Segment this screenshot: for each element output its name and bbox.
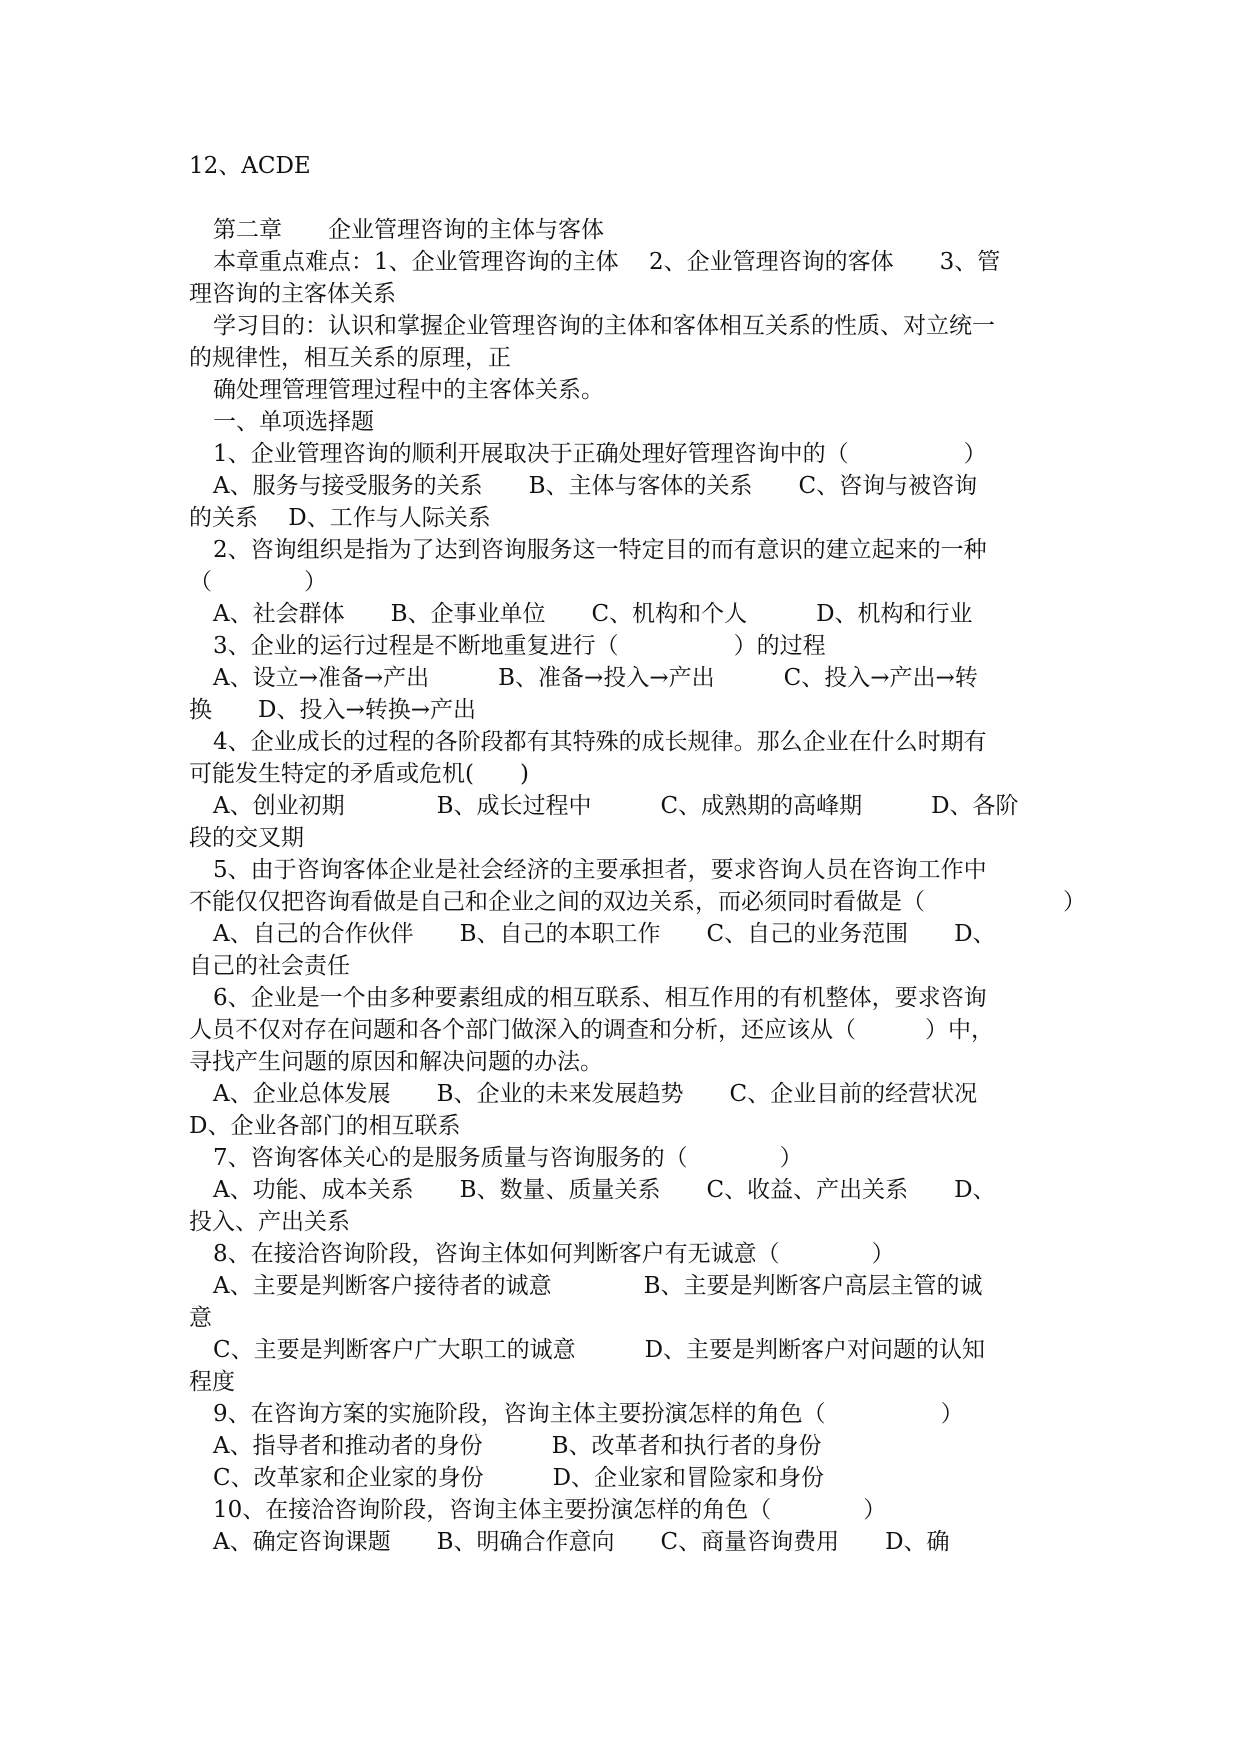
- option-line: C、改革家和企业家的身份 D、企业家和冒险家和身份: [213, 1465, 825, 1491]
- text-line: 本章重点难点：1、企业管理咨询的主体 2、企业管理咨询的客体 3、管: [213, 249, 1001, 275]
- option-line: 段的交叉期: [189, 825, 304, 851]
- question-line: （ ）: [189, 569, 327, 595]
- text-line: 学习目的：认识和掌握企业管理咨询的主体和客体相互关系的性质、对立统一: [213, 313, 995, 339]
- option-line: A、设立→准备→产出 B、准备→投入→产出 C、投入→产出→转: [213, 665, 978, 691]
- option-line: A、服务与接受服务的关系 B、主体与客体的关系 C、咨询与被咨询: [213, 473, 978, 499]
- question-line: 5、由于咨询客体企业是社会经济的主要承担者，要求咨询人员在咨询工作中: [213, 857, 987, 883]
- text-line: 的规律性，相互关系的原理，正: [189, 345, 511, 371]
- option-line: D、企业各部门的相互联系: [189, 1113, 461, 1139]
- chapter-title: 第二章 企业管理咨询的主体与客体: [213, 217, 604, 243]
- question-line: 人员不仅对存在问题和各个部门做深入的调查和分析，还应该从（ ）中，: [189, 1017, 994, 1043]
- section-heading: 一、单项选择题: [213, 409, 374, 435]
- option-line: A、创业初期 B、成长过程中 C、成熟期的高峰期 D、各阶: [213, 793, 1019, 819]
- option-line: 投入、产出关系: [189, 1209, 350, 1235]
- option-line: A、企业总体发展 B、企业的未来发展趋势 C、企业目前的经营状况: [213, 1081, 978, 1107]
- option-line: A、确定咨询课题 B、明确合作意向 C、商量咨询费用 D、确: [213, 1529, 950, 1555]
- option-line: A、社会群体 B、企事业单位 C、机构和个人 D、机构和行业: [213, 601, 973, 627]
- option-line: A、功能、成本关系 B、数量、质量关系 C、收益、产出关系 D、: [213, 1177, 996, 1203]
- question-line: 可能发生特定的矛盾或危机( ): [189, 761, 529, 787]
- question-line: 1、企业管理咨询的顺利开展取决于正确处理好管理咨询中的（ ）: [213, 441, 987, 467]
- option-line: 自己的社会责任: [189, 953, 350, 979]
- option-line: 意: [189, 1305, 212, 1331]
- question-line: 9、在咨询方案的实施阶段，咨询主体主要扮演怎样的角色（ ）: [213, 1401, 964, 1427]
- text-line: 理咨询的主客体关系: [189, 281, 396, 307]
- text-line: 确处理管理管理过程中的主客体关系。: [213, 377, 604, 403]
- text-line-answer: 12、ACDE: [189, 153, 311, 179]
- question-line: 10、在接洽咨询阶段，咨询主体主要扮演怎样的角色（ ）: [213, 1497, 887, 1523]
- question-line: 7、咨询客体关心的是服务质量与咨询服务的（ ）: [213, 1145, 803, 1171]
- option-line: 的关系 D、工作与人际关系: [189, 505, 491, 531]
- question-line: 6、企业是一个由多种要素组成的相互联系、相互作用的有机整体，要求咨询: [213, 985, 987, 1011]
- option-line: 程度: [189, 1369, 235, 1395]
- question-line: 4、企业成长的过程的各阶段都有其特殊的成长规律。那么企业在什么时期有: [213, 729, 987, 755]
- option-line: 换 D、投入→转换→产出: [189, 697, 476, 723]
- question-line: 不能仅仅把咨询看做是自己和企业之间的双边关系，而必须同时看做是（ ）: [189, 889, 1086, 915]
- question-line: 寻找产生问题的原因和解决问题的办法。: [189, 1049, 603, 1075]
- option-line: A、自己的合作伙伴 B、自己的本职工作 C、自己的业务范围 D、: [213, 921, 996, 947]
- option-line: C、主要是判断客户广大职工的诚意 D、主要是判断客户对问题的认知: [213, 1337, 986, 1363]
- option-line: A、指导者和推动者的身份 B、改革者和执行者的身份: [213, 1433, 822, 1459]
- question-line: 3、企业的运行过程是不断地重复进行（ ）的过程: [213, 633, 826, 659]
- question-line: 8、在接洽咨询阶段，咨询主体如何判断客户有无诚意（ ）: [213, 1241, 895, 1267]
- question-line: 2、咨询组织是指为了达到咨询服务这一特定目的而有意识的建立起来的一种: [213, 537, 987, 563]
- option-line: A、主要是判断客户接待者的诚意 B、主要是判断客户高层主管的诚: [213, 1273, 983, 1299]
